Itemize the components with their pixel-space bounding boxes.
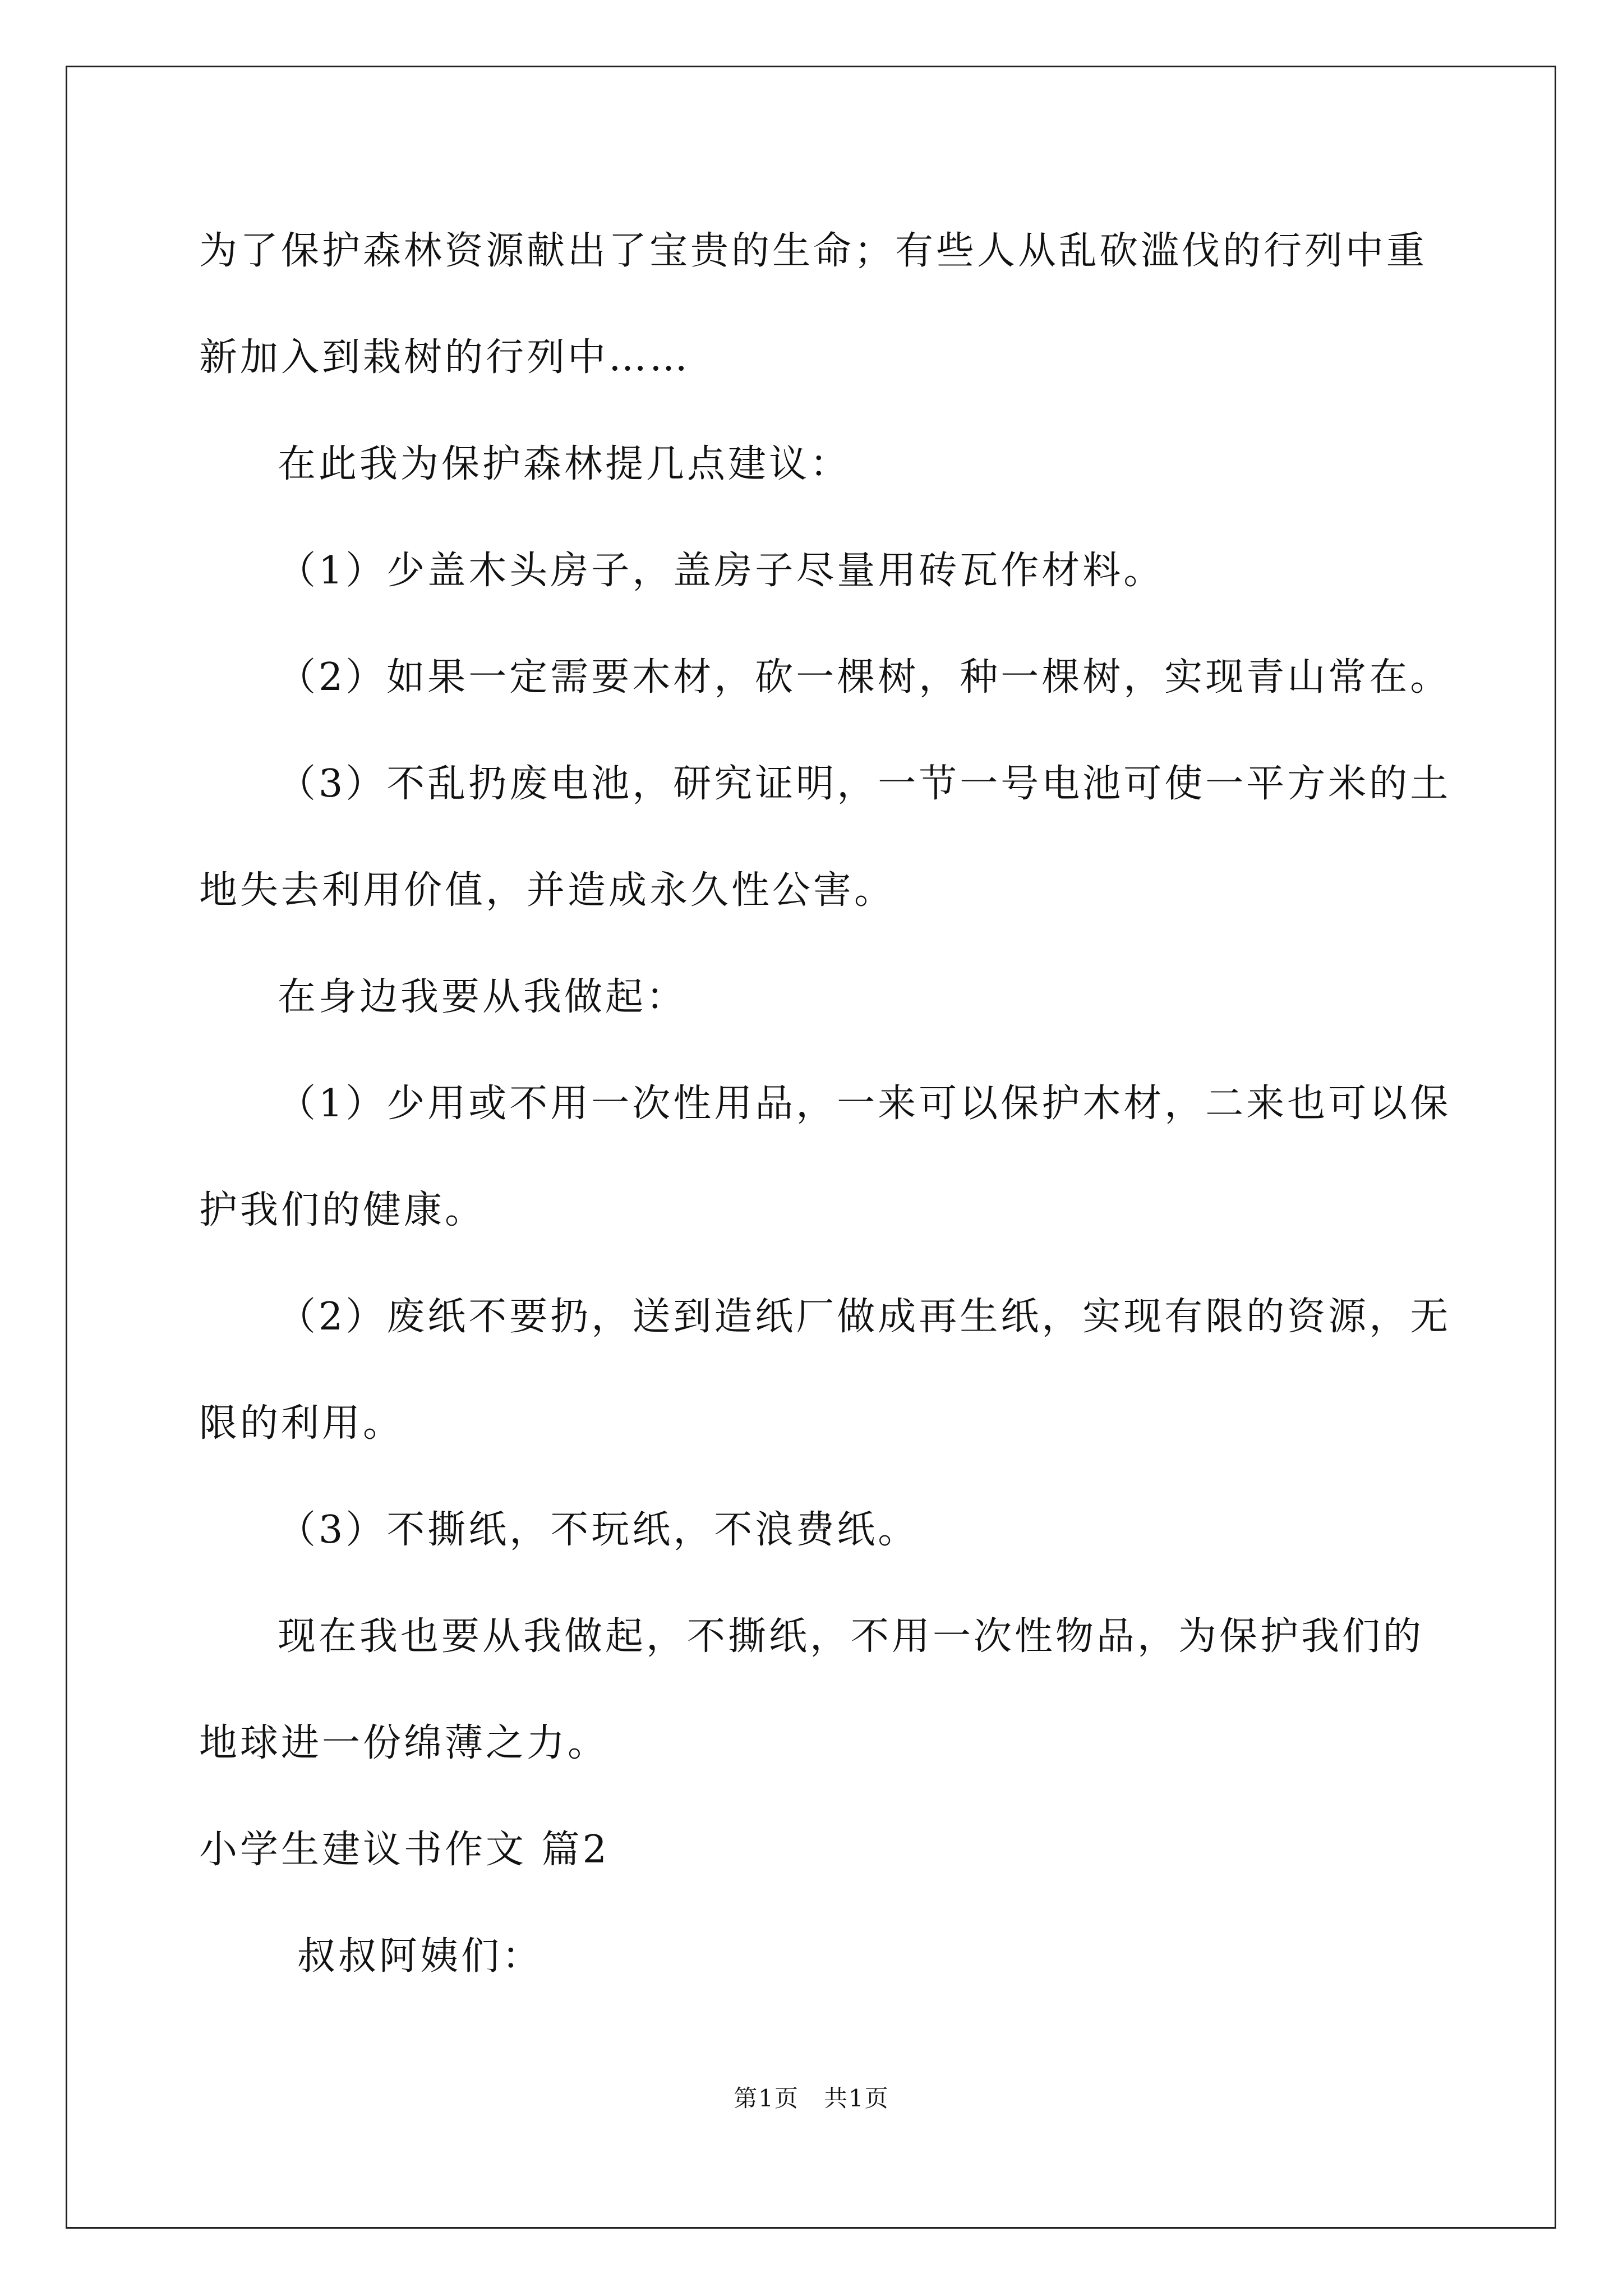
text-line-10: 护我们的健康。 (199, 1188, 486, 1232)
text-line-9: （1）少用或不用一次性用品，一来可以保护木材，二来也可以保 (278, 1082, 1451, 1126)
text-line-7: 地失去利用价值，并造成永久性公害。 (199, 868, 896, 913)
page-border (66, 66, 1556, 2229)
text-line-14: 现在我也要从我做起，不撕纸，不用一次性物品，为保护我们的 (278, 1614, 1424, 1659)
text-line-12: 限的利用。 (199, 1401, 404, 1446)
text-line-11: （2）废纸不要扔，送到造纸厂做成再生纸，实现有限的资源，无 (278, 1295, 1451, 1339)
text-line-5: （2）如果一定需要木材，砍一棵树，种一棵树，实现青山常在。 (278, 655, 1451, 700)
text-line-15: 地球进一份绵薄之力。 (199, 1721, 609, 1765)
section-heading: 小学生建议书作文 篇2 (199, 1828, 610, 1872)
page-footer: 第1页 共1页 (734, 2085, 889, 2112)
text-line-1: 为了保护森林资源献出了宝贵的生命；有些人从乱砍滥伐的行列中重 (199, 229, 1428, 273)
text-line-6: （3）不乱扔废电池，研究证明，一节一号电池可使一平方米的土 (278, 762, 1451, 806)
text-line-13: （3）不撕纸，不玩纸，不浪费纸。 (278, 1508, 919, 1552)
text-line-8: 在身边我要从我做起： (278, 975, 688, 1019)
greeting-line: 叔叔阿姨们： (297, 1934, 543, 1978)
text-line-4: （1）少盖木头房子，盖房子尽量用砖瓦作材料。 (278, 549, 1165, 593)
text-line-3: 在此我为保护森林提几点建议： (278, 442, 851, 486)
text-line-2: 新加入到栽树的行列中…… (199, 335, 691, 380)
